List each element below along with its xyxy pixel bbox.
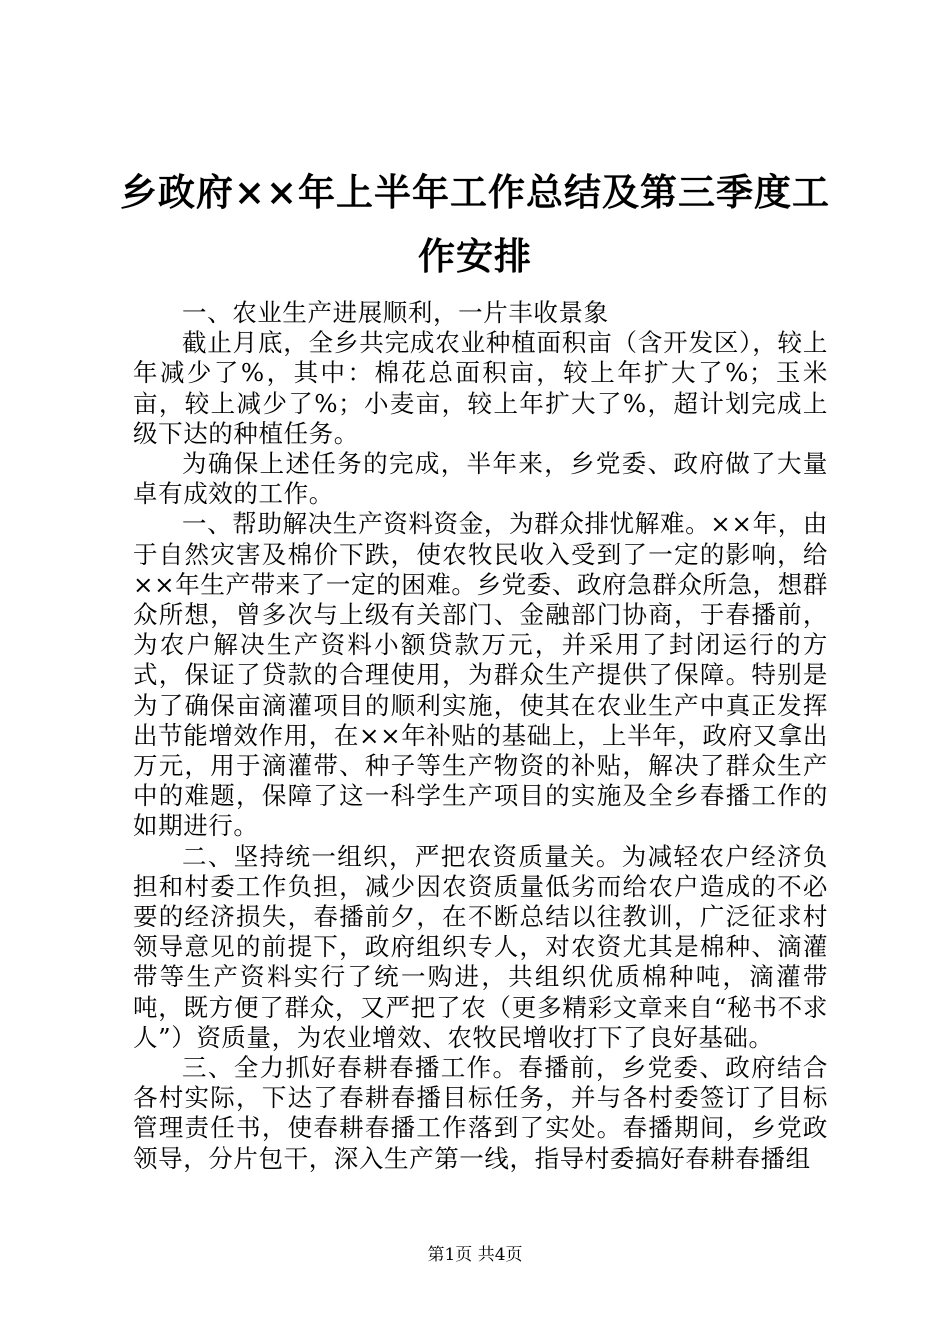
paragraph-planting-area: 截止月底，全乡共完成农业种植面积亩（含开发区），较上年减少了%，其中：棉花总面积亩，较上年扩大了%；玉米亩，较上减少了%；小麦亩，较上年扩大了%，超计划完成上级下达的种植任务。 [133, 328, 828, 448]
section-heading-agriculture: 一、农业生产进展顺利，一片丰收景象 [182, 298, 609, 327]
page-footer: 第1页 共4页 [427, 1245, 523, 1265]
paragraph-funding: 一、帮助解决生产资料资金，为群众排忧解难。××年，由于自然灾害及棉价下跌，使农牧民收入受到了一定的影响，给××年生产带来了一定的困难。乡党委、政府急群众所急，想群众所想，曾多次与上级有关部门、金融部门协商，于春播前，为农户解决生产资料小额贷款万元，并采用了封闭运行的方式，保证了贷款的合理使用，为群众生产提供了保障。特别是为了确保亩滴灌项目的顺利实施，使其在农业生产中真正发挥出节能增效作用，在××年补贴的基础上，上半年，政府又拿出万元，用于滴灌带、种子等生产物资的补贴，解决了群众生产中的难题，保障了这一科学生产项目的实施及全乡春播工作的如期进行。 [133, 509, 828, 841]
document-title: 乡政府××年上半年工作总结及第三季度工作安排 [120, 170, 831, 278]
paragraph-quality-control: 二、坚持统一组织，严把农资质量关。为减轻农户经济负担和村委工作负担，减少因农资质量低劣而给农户造成的不必要的经济损失，春播前夕，在不断总结以往教训，广泛征求村领导意见的前提下，政府组织专人，对农资尤其是棉种、滴灌带等生产资料实行了统一购进，共组织优质棉种吨，滴灌带吨，既方便了群众，又严把了农（更多精彩文章来自“秘书不求人”）资质量，为农业增效、农牧民增收打下了良好基础。 [133, 841, 828, 1052]
paragraph-spring-planting: 三、全力抓好春耕春播工作。春播前，乡党委、政府结合各村实际，下达了春耕春播目标任务，并与各村委签订了目标管理责任书，使春耕春播工作落到了实处。春播期间，乡党政领导，分片包干，深入生产第一线，指导村委搞好春耕春播组 [133, 1053, 828, 1173]
paragraph-work-summary: 为确保上述任务的完成，半年来，乡党委、政府做了大量卓有成效的工作。 [133, 449, 828, 509]
document-body [133, 298, 828, 1174]
